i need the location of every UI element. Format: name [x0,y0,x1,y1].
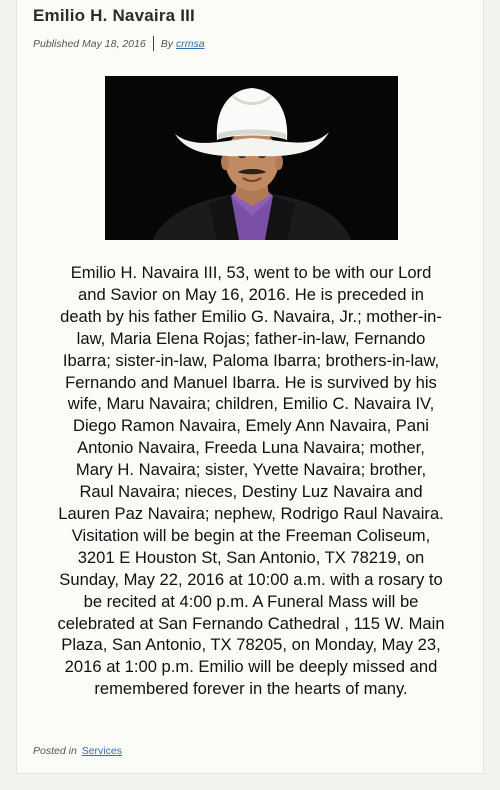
author-link[interactable]: crmsa [175,37,205,50]
portrait-illustration [105,76,398,240]
obituary-line: 3201 E Houston St, San Antonio, TX 78219, on [77,547,425,567]
post-footer [33,745,122,757]
obituary-line: Emilio H. Navaira III, 53, went to be with our Lord [70,263,432,282]
by-label: By [160,37,173,50]
post-title: Emilio H. Navaira III [33,6,195,25]
obituary-line: Fernando and Manuel Ibarra. He is survived by his [65,372,437,392]
obituary-line: Lauren Paz Navaira; nephew, Rodrigo Raul Navaira. [58,503,444,523]
published-label: Published [33,37,80,50]
category-link-services[interactable]: Services [81,745,122,757]
obituary-line: remembered forever in the hearts of many. [94,679,408,699]
obituary-text [23,262,479,700]
obituary-line: wife, Maru Navaira; children, Emilio C. Navaira IV, [67,394,435,414]
obituary-line: celebrated at San Fernando Cathedral , 115 W. Main [57,613,445,633]
obituary-line: law, Maria Elena Rojas; father-in-law, Fernando [76,328,426,348]
obituary-line: Plaza, San Antonio, TX 78205, on Monday, May 23, [61,635,441,655]
post-article [16,0,484,774]
obituary-line: Mary H. Navaira; sister, Yvette Navaira; brother, [75,460,427,480]
published-date: May 18, 2016 [82,37,146,50]
obituary-line: Antonio Navaira, Freeda Luna Navaira; mother, [77,438,425,458]
obituary-line: be recited at 4:00 p.m. A Funeral Mass will be [83,591,419,611]
obituary-line: Sunday, May 22, 2016 at 10:00 a.m. with a rosary to [59,569,443,589]
portrait-photo [105,76,398,240]
obituary-line: and Savior on May 16, 2016. He is preceded in [78,284,424,304]
obituary-line: death by his father Emilio G. Navaira, Jr.; mother-in- [60,306,442,326]
obituary-line: Diego Ramon Navaira, Emely Ann Navaira, Pani [72,416,429,436]
obituary-line: Raul Navaira; nieces, Destiny Luz Navaira and [79,482,423,502]
meta-divider [153,36,154,51]
obituary-line: 2016 at 1:00 p.m. Emilio will be deeply missed and [64,657,438,677]
posted-in-label: Posted in [33,745,77,757]
obituary-line: Ibarra; sister-in-law, Paloma Ibarra; brothers-in-law, [62,350,440,370]
obituary-line: Visitation will be begin at the Freeman Coliseum, [71,525,431,545]
post-meta [33,36,205,51]
